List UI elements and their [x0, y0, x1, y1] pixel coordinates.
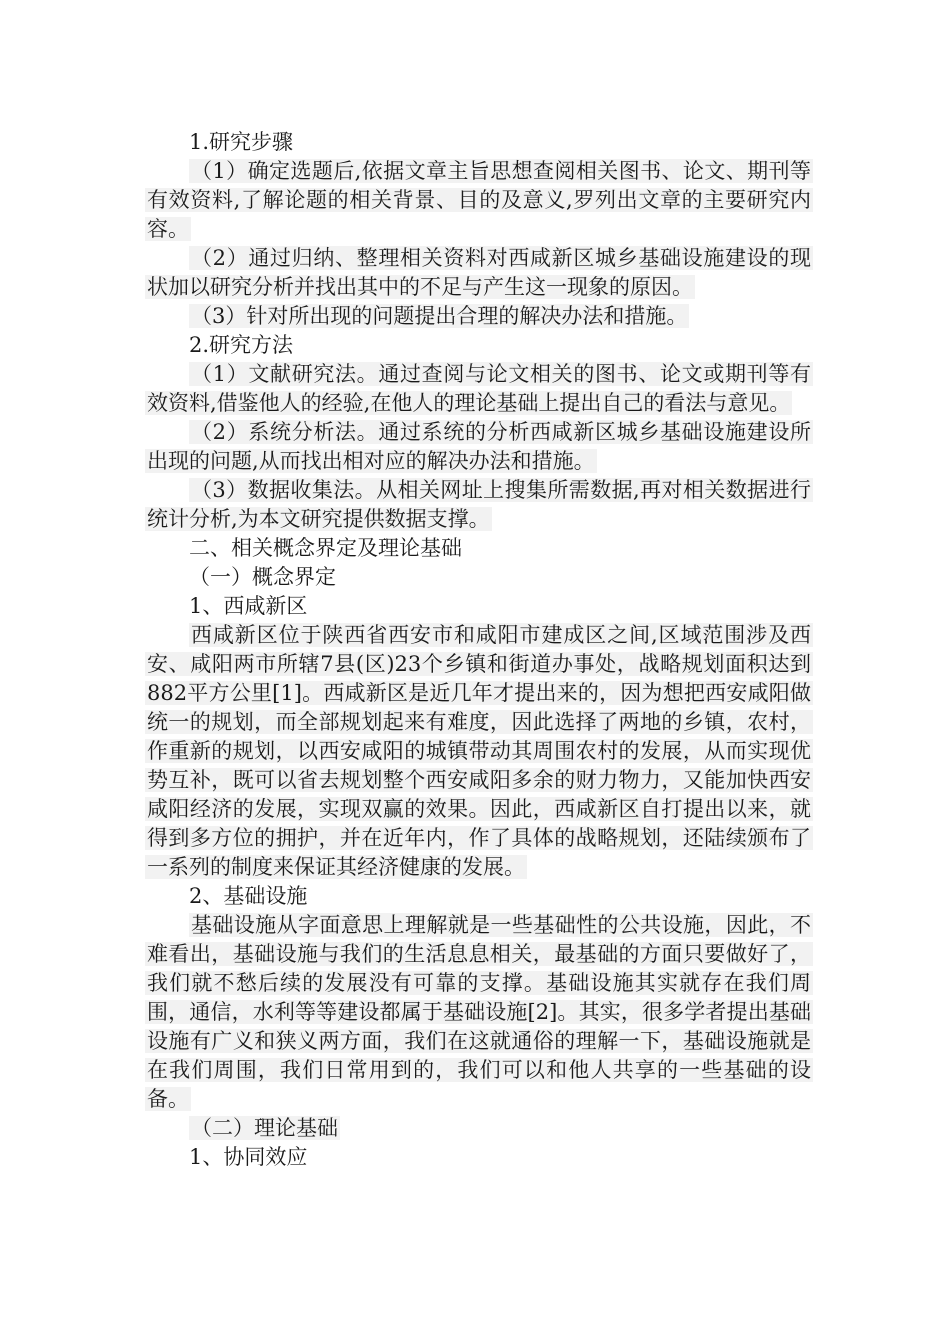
research-methods-heading	[145, 331, 813, 360]
section-2-heading-text: 二、相关概念界定及理论基础	[189, 536, 462, 560]
research-step-1	[145, 157, 813, 244]
research-methods-heading-text: 2.研究方法	[189, 333, 294, 357]
research-method-1-text: （1）文献研究法。通过查阅与论文相关的图书、论文或期刊等有效资料,借鉴他人的经验,在他人的理论基础上提出自己的看法与意见。	[147, 362, 811, 415]
xixian-heading	[145, 592, 813, 621]
theory-basis-heading-text: （二）理论基础	[191, 1116, 338, 1140]
research-method-1	[145, 360, 813, 418]
document-body	[145, 128, 813, 1172]
infrastructure-body	[145, 911, 813, 1114]
research-method-3	[145, 476, 813, 534]
infrastructure-heading-text: 2、基础设施	[189, 884, 308, 908]
infrastructure-body-text: 基础设施从字面意思上理解就是一些基础性的公共设施，因此，不难看出，基础设施与我们的生活息息相关，最基础的方面只要做好了，我们就不愁后续的发展没有可靠的支撑。基础设施其实就存在我们周围，通信，水利等等建设都属于基础设施[2]。其实，很多学者提出基础设施有广义和狭义两方面，我们在这就通俗的理解一下，基础设施就是在我们周围，我们日常用到的，我们可以和他人共享的一些基础的设备。	[147, 913, 811, 1111]
concept-definition-heading-text: （一）概念界定	[189, 565, 336, 589]
research-step-3-text: （3）针对所出现的问题提出合理的解决办法和措施。	[191, 304, 688, 328]
synergy-heading	[145, 1143, 813, 1172]
section-2-heading	[145, 534, 813, 563]
xixian-body	[145, 621, 813, 882]
research-step-2	[145, 244, 813, 302]
research-steps-heading	[145, 128, 813, 157]
research-step-1-text: （1）确定选题后,依据文章主旨思想查阅相关图书、论文、期刊等有效资料,了解论题的相关背景、目的及意义,罗列出文章的主要研究内容。	[147, 159, 811, 241]
theory-basis-heading	[145, 1114, 813, 1143]
xixian-heading-text: 1、西咸新区	[189, 594, 308, 618]
research-method-2	[145, 418, 813, 476]
research-steps-heading-text: 1.研究步骤	[189, 130, 294, 154]
infrastructure-heading	[145, 882, 813, 911]
research-method-2-text: （2）系统分析法。通过系统的分析西咸新区城乡基础设施建设所出现的问题,从而找出相对应的解决办法和措施。	[147, 420, 811, 473]
concept-definition-heading	[145, 563, 813, 592]
xixian-body-text: 西咸新区位于陕西省西安市和咸阳市建成区之间,区域范围涉及西安、咸阳两市所辖7县(区)23个乡镇和街道办事处，战略规划面积达到882平方公里[1]。西咸新区是近几年才提出来的，因为想把西安咸阳做统一的规划，而全部规划起来有难度，因此选择了两地的乡镇，农村，作重新的规划，以西安咸阳的城镇带动其周围农村的发展，从而实现优势互补，既可以省去规划整个西安咸阳多余的财力物力，又能加快西安咸阳经济的发展，实现双赢的效果。因此，西咸新区自打提出以来，就得到多方位的拥护，并在近年内，作了具体的战略规划，还陆续颁布了一系列的制度来保证其经济健康的发展。	[147, 623, 811, 879]
research-step-2-text: （2）通过归纳、整理相关资料对西咸新区城乡基础设施建设的现状加以研究分析并找出其中的不足与产生这一现象的原因。	[147, 246, 811, 299]
research-method-3-text: （3）数据收集法。从相关网址上搜集所需数据,再对相关数据进行统计分析,为本文研究提供数据支撑。	[147, 478, 811, 531]
synergy-heading-text: 1、协同效应	[189, 1145, 308, 1169]
research-step-3	[145, 302, 813, 331]
